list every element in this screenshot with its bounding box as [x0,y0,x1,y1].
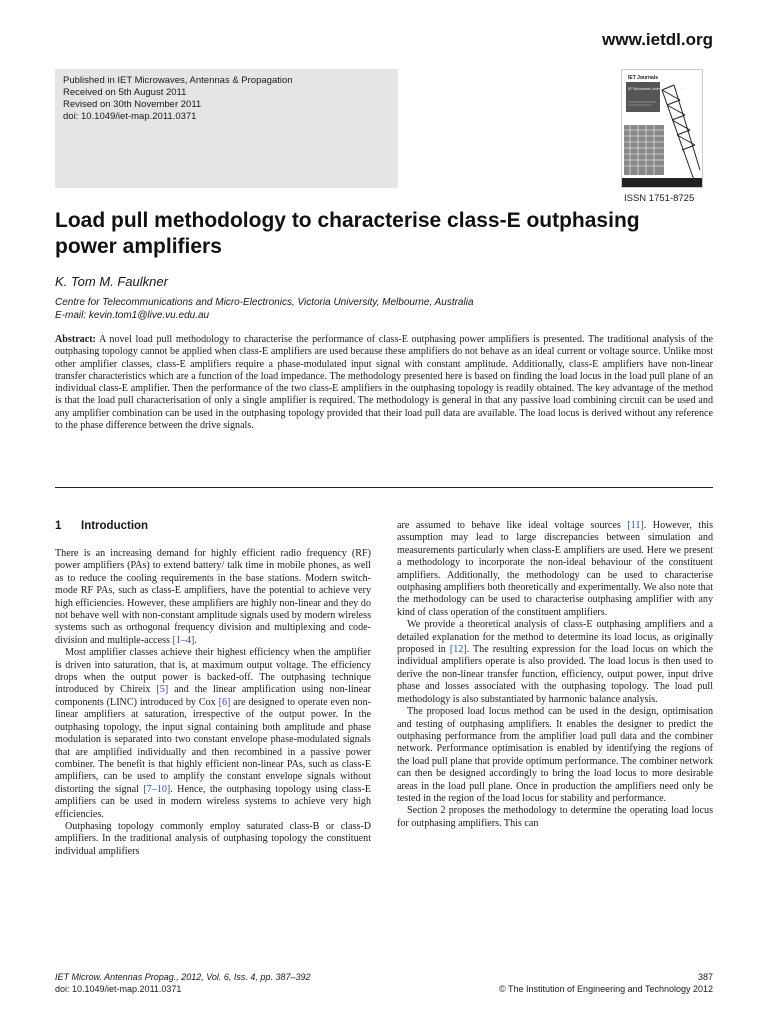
paper-title: Load pull methodology to characterise class-E outphasing power amplifiers [55,209,640,258]
pub-doi: doi: 10.1049/iet-map.2011.0371 [63,111,197,122]
section-divider [55,487,713,488]
cover-journal: IET Microwaves, Antennas & Propagation [628,87,687,91]
text-run: There is an increasing demand for highly efficient radio frequency (RF) power amplifiers (PAs) to extend battery/ talk time in mobile phones, as well as to reduce the cooling requirements in the base stations. Modern switch-mode RF PAs, such as class-E amplifiers, have the potential to achieve very high efficiencies. However, these amplifiers are highly non-linear and they do not behave well with non-constant amplitude signals used by modern wireless systems such as orthogonal frequency division and multiplexing and code-division and multiple-access [55,548,371,646]
affiliation-block [55,296,474,322]
text-run: . [194,634,197,646]
publication-info-box [55,69,398,188]
citation-link[interactable]: [1–4] [172,634,195,646]
intro-paragraph-3: Outphasing topology commonly employ saturated class-B or class-D amplifiers. In the traditional analysis of outphasing topology the constituent individual amplifiers [55,820,371,857]
revised-date: Revised on 30th November 2011 [63,99,202,110]
text-run: are assumed to behave like ideal voltage sources [397,520,628,531]
intro-paragraph-6: The proposed load locus method can be used in the design, optimisation and testing of outphasing amplifiers. It enables the designer to predict the outphasing performance from the amplifier load pull data and the combiner network. Performance optimisation is enabled by identifying the regions of the load pull plane that provide optimum performance. The combiner network can then be designed accordingly to bring the load locus to more desirable areas in the load pull plane. Once in production the amplifiers need only be tested in the region of the load locus for stability and performance. [397,706,713,804]
abstract-text: A novel load pull methodology to characterise the performance of class-E outphasing power amplifiers is presented. The traditional analysis of the outphasing topology cannot be applied when class-E amplifiers are used because these amplifiers do not behave as an ideal current or voltage source. Unlike most other amplifier classes, class-E amplifiers require a phase-modulated input signal with constant amplitude. Additionally, class-E amplifiers have non-linear transfer characteristics which are a function of the load impedance. The methodology presented here is based on finding the load locus in the load pull plane of an individual class-E amplifier. Then the performance of the two class-E amplifiers in the outphasing topology is readily obtained. The key advantage of the method is that the load pull characterisation of only a single amplifier is required. The methodology is general in that any passive load combining circuit can be used and any amplifier combination can be used in the outphasing topology provided that their load pull data are available. The load locus is derived without any reference to the phase difference between the drive signals. [55,334,713,432]
text-run: Most amplifier classes achieve their highest efficiency when the amplifier is driven into saturation, that is, at maximum output voltage. The efficiency drops when the output power is backed-off. The outphasing technique introduced by Chireix [55,647,371,696]
intro-paragraph-7: Section 2 proposes the methodology to determine the operating load locus for outphasing amplifiers. This can [397,805,713,829]
citation-link[interactable]: [12] [449,644,467,656]
section-title: Introduction [81,520,149,532]
abstract-label: Abstract: [55,334,96,345]
text-run: . Hence, the outphasing topology using class-E amplifiers can be used in modern wireless systems to achieve very high efficiencies. [55,783,371,820]
text-run: . The resulting expression for the load locus on which the individual amplifiers operate is also provided. The load locus is then used to derive the non-linear transfer function, efficiency, output power, input drive phase and losses associated with the outphasing topology. The load pull methodology is also substantiated by harmonic balance analysis. [397,644,713,705]
issn: ISSN 1751-8725 [624,193,695,204]
text-run: We provide a theoretical analysis of class-E outphasing amplifiers and a detailed explanation for the method to determine its load locus, as originally proposed in [397,619,713,656]
footer-citation: IET Microw. Antennas Propag., 2012, Vol. 6, Iss. 4, pp. 387–392 [55,972,311,982]
text-run: are designed to operate even non-linear amplifiers at saturation, irrespective of the output power. In the outphasing topology, the input signal containing both amplitude and phase modulation is separated into two constant envelope phase-modulated signals that are amplified individually and then recombined in a passive power combiner. The benefit is that highly efficient non-linear PAs, such as class-E amplifiers, can be used to amplify the constant envelope signals without distorting the signal [55,696,371,795]
footer-left [55,971,311,995]
journal-cover-image [621,69,703,188]
footer-right [499,971,713,995]
intro-paragraph-2 [55,647,371,821]
intro-paragraph-5 [397,619,713,706]
citation-link[interactable]: [5] [156,684,169,696]
citation-link[interactable]: [11] [627,520,644,531]
section-heading [55,520,371,534]
cover-art [622,70,702,187]
author-email[interactable]: E-mail: kevin.tom1@live.vu.edu.au [55,310,210,321]
text-run: . However, this assumption may lead to large discrepancies between simulation and measurements particularly when class-E amplifiers are used. Here we present a methodology to incorporate the non-ideal behaviour of the constituent amplifiers. Additionally, the methodology can be used to characterise outphasing amplifiers both theoretically and experimentally. We also note that the methodology can be used to characterise outphasing amplifier with any kind of class operation of the constituent amplifiers. [397,520,713,618]
affiliation: Centre for Telecommunications and Micro-Electronics, Victoria University, Melbourne, Australia [55,297,474,308]
cover-brand: IET Journals [628,75,659,81]
intro-paragraph-1 [55,548,371,647]
authors: K. Tom M. Faulkner [55,274,168,289]
section-number: 1 [55,520,62,532]
right-column [397,520,713,830]
citation-link[interactable]: [6] [218,696,231,708]
intro-paragraph-4 [397,520,713,619]
site-url[interactable]: www.ietdl.org [602,30,713,49]
received-date: Received on 5th August 2011 [63,87,187,98]
copyright: © The Institution of Engineering and Technology 2012 [499,984,713,994]
left-column [55,520,371,858]
footer-doi: doi: 10.1049/iet-map.2011.0371 [55,984,182,994]
citation-link[interactable]: [7–10] [143,783,171,795]
abstract [55,334,713,432]
page-number: 387 [697,972,713,982]
text-run: and the linear amplification using non-linear components (LINC) introduced by Cox [55,684,371,708]
published-in: Published in IET Microwaves, Antennas & Propagation [63,75,293,86]
